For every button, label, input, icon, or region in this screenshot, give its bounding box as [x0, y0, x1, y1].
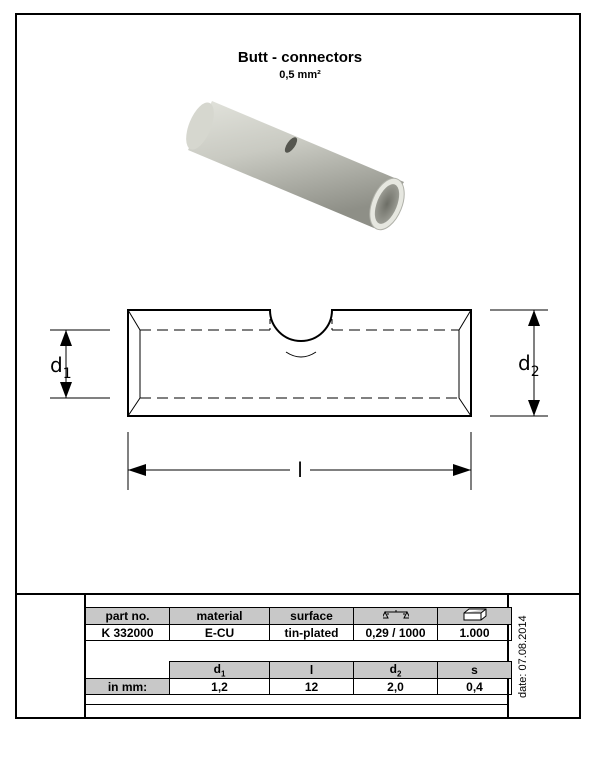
product-title: Butt - connectors [237, 49, 363, 66]
dim-l-header: l [270, 662, 354, 679]
dim-s-value: 0,4 [438, 679, 512, 695]
connector-3d-image [180, 99, 411, 235]
d1-label: $d_1$ [50, 353, 72, 382]
package-icon [438, 608, 512, 625]
spec-gap-row [86, 641, 512, 662]
spec-header-row [86, 608, 512, 625]
surface-value: tin-plated [270, 625, 354, 641]
spec-value-row [86, 625, 512, 641]
part-no-header: part no. [86, 608, 170, 625]
dimension-value-row [86, 679, 512, 695]
title-block-top [15, 593, 581, 595]
date-label: date: 07.08.2014 [517, 615, 529, 698]
spec-table [85, 607, 512, 695]
dimension-header-row [86, 662, 512, 679]
material-header: material [170, 608, 270, 625]
dim-d1-value: 1,2 [170, 679, 270, 695]
dim-d1-header: $d_1$ [170, 662, 270, 679]
title-block-bottom-line [85, 704, 508, 705]
material-value: E-CU [170, 625, 270, 641]
part-no-value: K 332000 [86, 625, 170, 641]
dim-s-header: s [438, 662, 512, 679]
connector-side-view [128, 310, 471, 416]
cross-section-label: 0,5 mm² [279, 69, 321, 81]
weight-icon [354, 608, 438, 625]
in-mm-label: in mm: [86, 679, 170, 695]
d2-label: $d_2$ [518, 351, 540, 380]
surface-header: surface [270, 608, 354, 625]
l-label: l [297, 458, 303, 482]
package-value: 1.000 [438, 625, 512, 641]
dim-l-value: 12 [270, 679, 354, 695]
dim-d2-header: $d_2$ [354, 662, 438, 679]
weight-value: 0,29 / 1000 [354, 625, 438, 641]
dim-d2-value: 2,0 [354, 679, 438, 695]
